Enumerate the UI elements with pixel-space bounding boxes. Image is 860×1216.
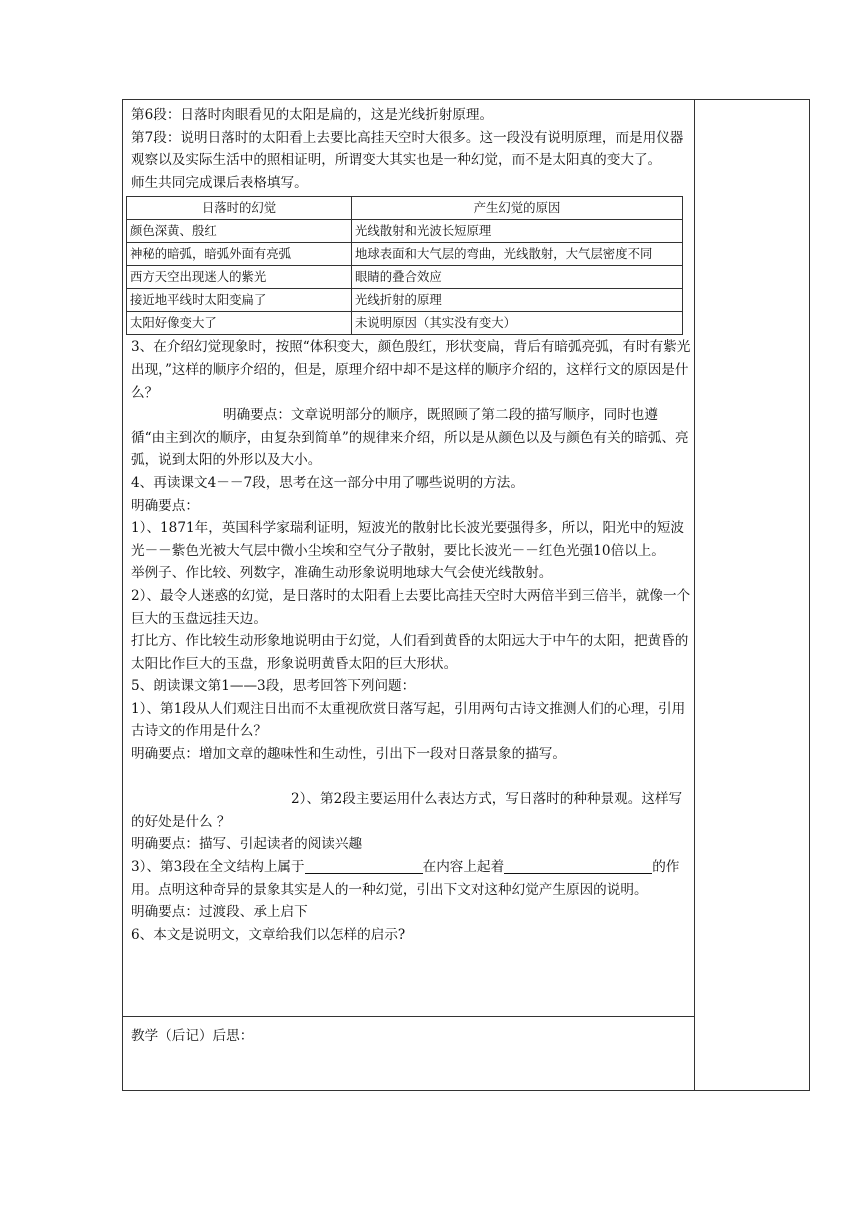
table-cell: 神秘的暗弧，暗弧外面有亮弧 — [127, 243, 352, 266]
question-5-item-3 — [131, 856, 691, 901]
question-4-label: 明确要点： — [131, 497, 199, 514]
table-row — [127, 266, 683, 289]
question-4: 4、再读课文4－－7段，思考在这一部分中用了哪些说明的方法。 — [131, 474, 524, 491]
column-divider — [694, 100, 695, 1090]
table-cell: 光线散射和光波长短原理 — [352, 220, 683, 243]
table-cell: 光线折射的原理 — [352, 289, 683, 312]
question-5-item-1-answer: 明确要点：增加文章的趣味性和生动性，引出下一段对日落景象的描写。 — [131, 746, 566, 763]
table-header: 日落时的幻觉 — [127, 197, 352, 220]
lesson-table-frame — [122, 99, 810, 1091]
table-cell: 接近地平线时太阳变扁了 — [127, 289, 352, 312]
table-cell: 颜色深黄、殷红 — [127, 220, 352, 243]
table-cell: 地球表面和大气层的弯曲，光线散射，大气层密度不同 — [352, 243, 683, 266]
table-row — [127, 220, 683, 243]
row-divider — [123, 1016, 694, 1017]
paragraph-6: 第6段：日落时肉眼看见的太阳是扁的，这是光线折射原理。 — [131, 107, 494, 123]
table-cell: 太阳好像变大了 — [127, 312, 352, 335]
question-5-item-2-answer: 明确要点：描写、引起读者的阅读兴趣 — [131, 836, 363, 853]
teaching-reflection-label: 教学（后记）后思： — [131, 1028, 254, 1044]
paragraph-7: 第7段：说明日落时的太阳看上去要比高挂天空时大很多。这一段没有说明原理，而是用仪器观察以及实际生活中的照相证明，所谓变大其实也是一种幻觉，而不是太阳真的变大了。 — [131, 129, 684, 169]
question-4-item-1: 1）、1871年，英国科学家瑞利证明，短波光的散射比长波光要强得多，所以，阳光中的短波光－－紫色光被大气层中微小尘埃和空气分子散射，要比长波光－－红色光强10倍以上。 — [131, 520, 685, 559]
illusion-table — [126, 196, 683, 335]
main-content — [131, 104, 691, 946]
paragraph-table-intro: 师生共同完成课后表格填写。 — [131, 174, 308, 191]
table-cell: 未说明原因（其实没有变大） — [352, 312, 683, 335]
table-row — [127, 289, 683, 312]
table-cell: 眼睛的叠合效应 — [352, 266, 683, 289]
question-4-item-2-answer: 打比方、作比较生动形象地说明由于幻觉，人们看到黄昏的太阳远大于中午的太阳，把黄昏的太阳比作巨大的玉盘，形象说明黄昏太阳的巨大形状。 — [131, 633, 689, 672]
table-header-row — [127, 197, 683, 220]
question-5-item-2: 2）、第2段主要运用什么表达方式，写日落时的种种景观。这样写的好处是什么 ？ — [131, 791, 683, 830]
question-3-answer: 明确要点：文章说明部分的顺序，既照顾了第二段的描写顺序，同时也遵循“由主到次的顺序，由复杂到简单”的规律来介绍，所以是从颜色以及与颜色有关的暗弧、亮弧，说到太阳的外形以及大小。 — [131, 407, 689, 469]
question-5-item-3-part-a: 3）、第3段在全文结构上属于 — [131, 859, 305, 876]
question-4-item-2: 2）、最令人迷惑的幻觉，是日落时的太阳看上去要比高挂天空时大两倍半到三倍半，就像一个巨大的玉盘远挂天边。 — [131, 587, 691, 627]
question-5: 5、朗读课文第1——3段，思考回答下列问题： — [131, 678, 416, 695]
question-5-item-3-part-b: 在内容上起着 — [422, 859, 505, 876]
question-5-item-1: 1）、第1段从人们观注日出而不太重视欣赏日落写起，引用两句古诗文推测人们的心理，引用古诗文的作用是什么？ — [131, 700, 686, 740]
question-4-item-1-answer: 举例子、作比较、列数字，准确生动形象说明地球大气会使光线散射。 — [131, 565, 553, 582]
question-5-item-3-answer: 明确要点：过渡段、承上启下 — [131, 904, 308, 921]
blank-line — [131, 766, 691, 789]
fill-blank-2 — [504, 858, 652, 874]
table-row — [127, 312, 683, 335]
table-cell: 西方天空出现迷人的紫光 — [127, 266, 352, 289]
question-5-item-3-part-c: 的作用。点明这种奇异的景象其实是人的一种幻觉，引出下文对这种幻觉产生原因的说明。 — [131, 859, 680, 898]
table-row — [127, 243, 683, 266]
question-6: 6、本文是说明文，文章给我们以怎样的启示? — [131, 926, 406, 943]
table-header: 产生幻觉的原因 — [352, 197, 683, 220]
fill-blank-1 — [305, 858, 423, 874]
question-3: 3、在介绍幻觉现象时，按照“体积变大，颜色殷红，形状变扁，背后有暗弧亮弧，有时有紫光出现，”这样的顺序介绍的，但是，原理介绍中却不是这样的顺序介绍的，这样行文的原因是什么？ — [131, 339, 691, 401]
